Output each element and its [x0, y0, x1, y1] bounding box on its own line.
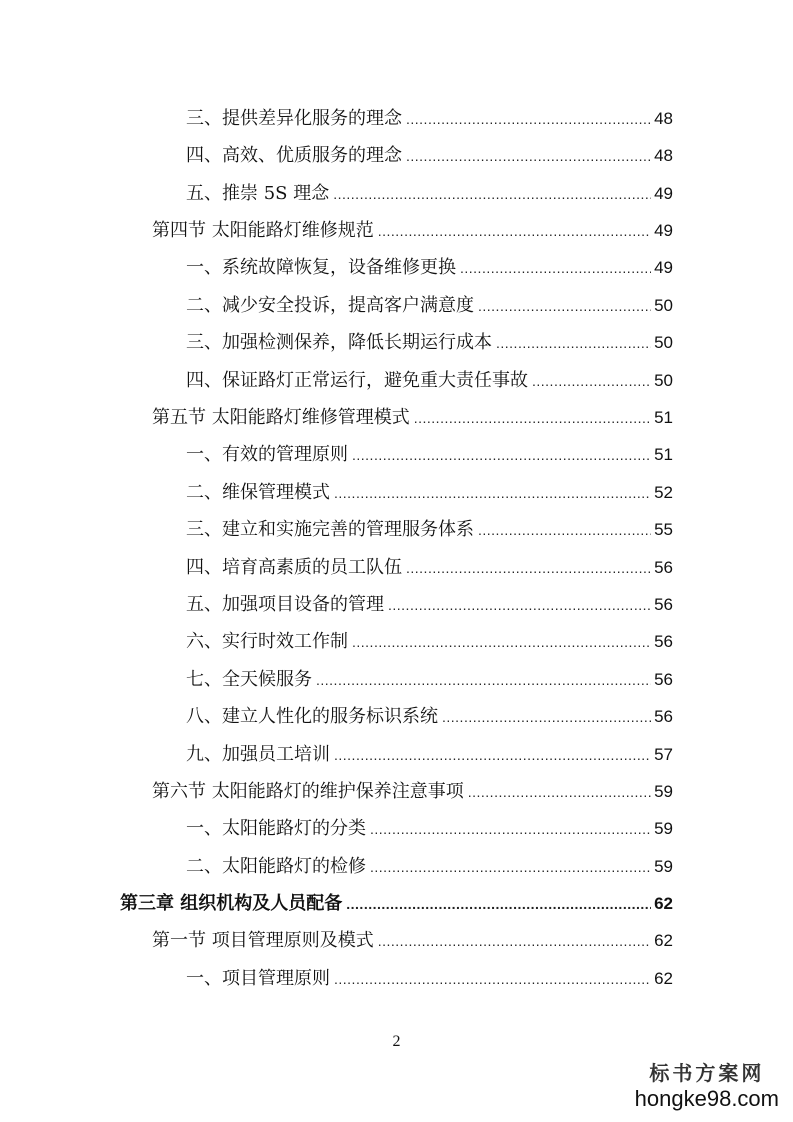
dot-leader — [406, 106, 651, 132]
toc-entry[interactable] — [186, 480, 673, 506]
toc-entry-title: 七、全天候服务 — [186, 669, 312, 690]
toc-section[interactable] — [152, 218, 673, 244]
toc-entry-title: 五、加强项目设备的管理 — [186, 594, 384, 615]
toc-entry-page: 56 — [654, 595, 673, 614]
dot-leader — [334, 480, 651, 506]
toc-entry-page: 50 — [654, 371, 673, 390]
dot-leader — [333, 181, 651, 207]
toc-entry-title: 第一节 项目管理原则及模式 — [152, 930, 374, 951]
toc-section[interactable] — [152, 928, 673, 954]
dot-leader — [406, 555, 651, 581]
toc-entry-title: 一、太阳能路灯的分类 — [186, 818, 366, 839]
toc-entry[interactable] — [186, 143, 673, 169]
dot-leader — [378, 928, 651, 954]
toc-entry-title: 五、推崇 5S 理念 — [186, 183, 330, 204]
toc-entry-title: 八、建立人性化的服务标识系统 — [186, 706, 438, 727]
toc-entry-title: 第六节 太阳能路灯的维护保养注意事项 — [152, 781, 464, 802]
toc-entry-page: 48 — [654, 109, 673, 128]
toc-entry-title: 四、高效、优质服务的理念 — [186, 145, 402, 166]
dot-leader — [352, 629, 651, 655]
dot-leader — [414, 405, 651, 431]
toc-entry-page: 57 — [654, 745, 673, 764]
toc-entry[interactable] — [186, 555, 673, 581]
toc-entry-title: 第五节 太阳能路灯维修管理模式 — [152, 407, 410, 428]
toc-entry-title: 二、减少安全投诉，提高客户满意度 — [186, 295, 474, 316]
toc-section[interactable] — [152, 779, 673, 805]
dot-leader — [496, 330, 651, 356]
toc-entry-title: 一、有效的管理原则 — [186, 444, 348, 465]
toc-entry[interactable] — [186, 255, 673, 281]
dot-leader — [378, 218, 651, 244]
dot-leader — [352, 442, 651, 468]
watermark-url: hongke98.com — [634, 1086, 779, 1111]
toc-entry[interactable] — [186, 854, 673, 880]
toc-entry[interactable] — [186, 667, 673, 693]
toc-entry-title: 二、维保管理模式 — [186, 482, 330, 503]
toc-entry[interactable] — [186, 330, 673, 356]
toc-entry-title: 一、系统故障恢复，设备维修更换 — [186, 257, 456, 278]
toc-entry[interactable] — [186, 704, 673, 730]
toc-entry-page: 55 — [654, 520, 673, 539]
toc-entry-title: 三、加强检测保养，降低长期运行成本 — [186, 332, 492, 353]
dot-leader — [460, 255, 651, 281]
toc-entry-title: 三、建立和实施完善的管理服务体系 — [186, 519, 474, 540]
toc-entry-page: 48 — [654, 146, 673, 165]
toc-entry-page: 49 — [654, 184, 673, 203]
toc-entry-page: 56 — [654, 558, 673, 577]
toc-entry[interactable] — [186, 293, 673, 319]
toc-entry-page: 52 — [654, 483, 673, 502]
toc-entry-page: 59 — [654, 857, 673, 876]
toc-entry-page: 56 — [654, 707, 673, 726]
dot-leader — [406, 143, 651, 169]
toc-entry-page: 62 — [654, 894, 673, 913]
toc-entry-title: 一、项目管理原则 — [186, 968, 330, 989]
toc-entry-page: 49 — [654, 221, 673, 240]
toc-entry[interactable] — [186, 816, 673, 842]
toc-entry-title: 四、保证路灯正常运行，避免重大责任事故 — [186, 370, 528, 391]
toc-entry-page: 62 — [654, 969, 673, 988]
dot-leader — [478, 293, 651, 319]
page-number: 2 — [392, 1033, 401, 1050]
toc-chapter[interactable] — [120, 891, 673, 917]
dot-leader — [532, 368, 651, 394]
dot-leader — [334, 966, 651, 992]
dot-leader — [442, 704, 651, 730]
toc-entry[interactable] — [186, 742, 673, 768]
toc-entry-title: 第四节 太阳能路灯维修规范 — [152, 220, 374, 241]
dot-leader — [468, 779, 651, 805]
toc-entry-page: 56 — [654, 670, 673, 689]
dot-leader — [346, 891, 651, 917]
toc-entry-page: 49 — [654, 258, 673, 277]
toc-entry[interactable] — [186, 181, 673, 207]
watermark-text: 标书方案网 — [649, 1061, 765, 1085]
toc-entry-page: 50 — [654, 296, 673, 315]
toc-entry[interactable] — [186, 966, 673, 992]
toc-entry-title: 二、太阳能路灯的检修 — [186, 856, 366, 877]
toc-entry-page: 59 — [654, 782, 673, 801]
toc-entry[interactable] — [186, 592, 673, 618]
dot-leader — [370, 816, 651, 842]
watermark-logo — [635, 1057, 779, 1112]
toc-entry[interactable] — [186, 106, 673, 132]
toc-section[interactable] — [152, 405, 673, 431]
toc-entry[interactable] — [186, 442, 673, 468]
toc-entry-page: 50 — [654, 333, 673, 352]
toc-entry-title: 第三章 组织机构及人员配备 — [120, 893, 343, 914]
toc-entry-page: 51 — [654, 408, 673, 427]
toc-entry[interactable] — [186, 517, 673, 543]
toc-entry-page: 62 — [654, 931, 673, 950]
dot-leader — [370, 854, 651, 880]
dot-leader — [334, 742, 651, 768]
dot-leader — [478, 517, 651, 543]
dot-leader — [316, 667, 651, 693]
toc-entry[interactable] — [186, 368, 673, 394]
toc-entry-page: 51 — [654, 445, 673, 464]
toc-entry-title: 六、实行时效工作制 — [186, 631, 348, 652]
toc-entry-title: 九、加强员工培训 — [186, 744, 330, 765]
toc-entry-page: 56 — [654, 632, 673, 651]
toc-entry-title: 三、提供差异化服务的理念 — [186, 108, 402, 129]
toc-entry[interactable] — [186, 629, 673, 655]
toc-entry-title: 四、培育高素质的员工队伍 — [186, 557, 402, 578]
toc-entry-page: 59 — [654, 819, 673, 838]
dot-leader — [388, 592, 651, 618]
